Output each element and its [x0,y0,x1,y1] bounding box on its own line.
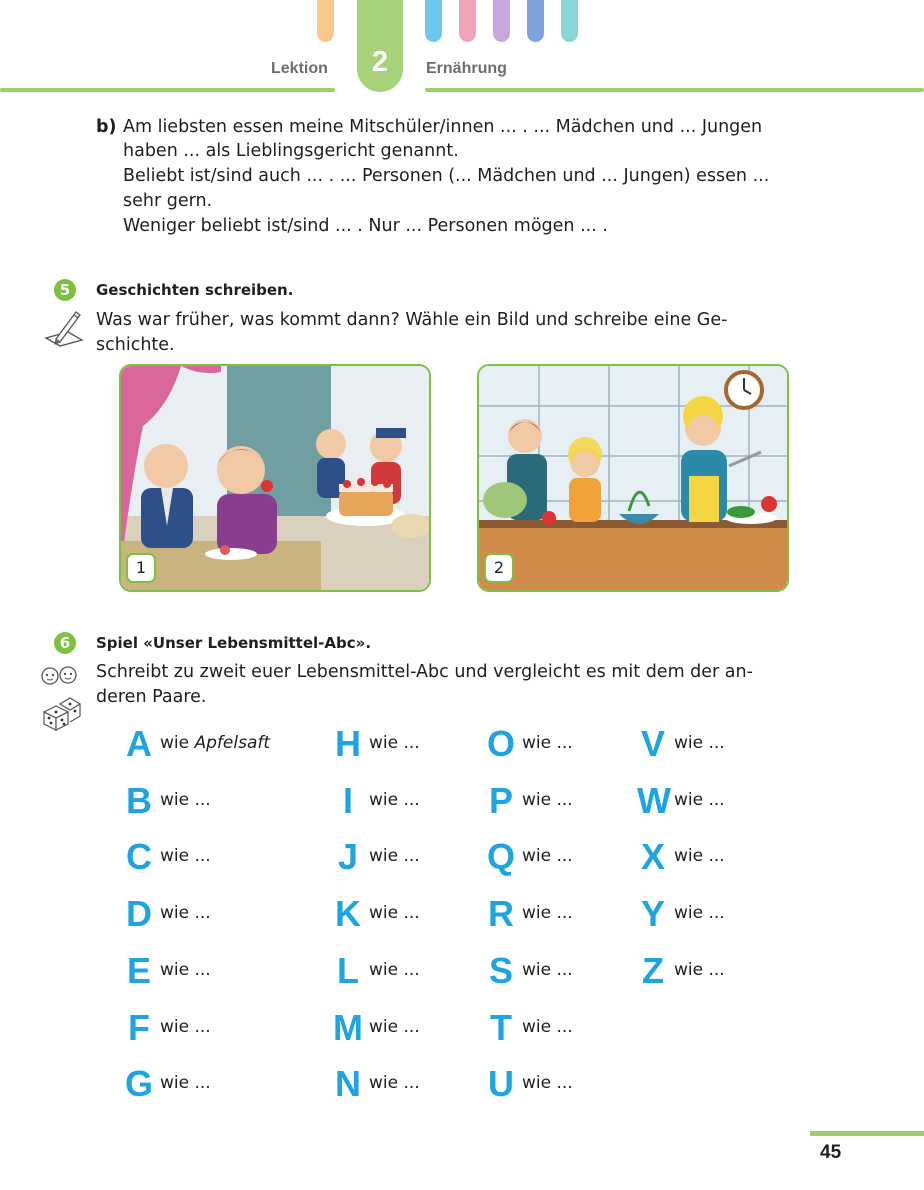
abc-placeholder-text: wie ... [369,1016,420,1037]
chapter-number: 2 [371,46,389,78]
abc-letter: E [126,949,151,991]
abc-item-10 [332,894,492,934]
dice-icon [42,696,82,732]
abc-placeholder-text: wie ... [522,903,573,924]
abc-placeholder-text: wie ... [160,846,211,867]
abc-letter: P [488,779,513,821]
abc-item-16 [485,837,645,877]
task-5-instruction-line-2: schichte. [96,335,175,355]
abc-placeholder-text: wie ... [369,903,420,924]
pair-work-icon [38,664,82,688]
abc-placeholder-text: wie ... [674,903,725,924]
abc-item-15 [485,781,645,821]
abc-item-13 [332,1064,492,1104]
tab-blue [425,0,442,42]
abc-placeholder-text: wie ... [160,959,211,980]
chapter-title: Ernährung [426,60,507,77]
task-6-number: 6 [54,632,76,654]
footer-line [810,1131,924,1136]
abc-letter: I [342,779,353,821]
task-5-instruction-line-1: Was war früher, was kommt dann? Wähle ein Bild und schreibe eine Ge- [96,310,728,330]
abc-letter: T [490,1006,512,1048]
abc-placeholder-text: wie ... [369,789,420,810]
abc-letter: V [640,723,665,764]
part-b-line-1: Am liebsten essen meine Mitschüler/innen ... . ... Mädchen und ... Jungen [123,117,763,137]
abc-item-21 [637,724,797,764]
abc-letter: M [333,1006,363,1048]
picture-1-family-dinner [119,364,431,592]
abc-item-9 [332,837,492,877]
task-6-instruction-line-1: Schreibt zu zweit euer Lebensmittel-Abc und vergleicht es mit dem der an- [96,662,753,682]
abc-item-12 [332,1008,492,1048]
task-6-title: Spiel «Unser Lebensmittel-Abc». [96,634,372,652]
abc-item-20 [485,1064,645,1104]
page-number: 45 [820,1142,842,1163]
abc-placeholder-text: wie ... [369,1073,420,1094]
picture-2-label: 2 [484,553,514,583]
abc-letter: A [126,723,152,764]
abc-letter: Z [642,949,664,991]
tab-purple [493,0,510,42]
abc-letter: W [637,779,671,821]
task-5-number: 5 [54,279,76,301]
picture-1-label: 1 [126,553,156,583]
abc-placeholder-text: wie ... [522,1073,573,1094]
abc-item-5 [123,1008,283,1048]
abc-letter: O [486,723,515,764]
tab-periwinkle [527,0,544,42]
tab-orange [317,0,334,42]
picture-2-family-kitchen [477,364,789,592]
task-6-instruction-line-2: deren Paare. [96,687,207,707]
abc-item-3 [123,894,283,934]
header-color-tabs [0,0,924,45]
abc-placeholder-text: wie ... [674,959,725,980]
abc-item-7 [332,724,492,764]
task-5-title: Geschichten schreiben. [96,281,294,299]
abc-item-24 [637,894,797,934]
abc-placeholder-text: wie ... [522,959,573,980]
tab-pink [459,0,476,42]
abc-item-0 [123,724,283,764]
abc-item-4 [123,951,283,991]
abc-placeholder-text: wie ... [674,789,725,810]
family-dinner-illustration [121,366,429,590]
abc-letter: N [335,1063,361,1105]
part-b-line-2: haben ... als Lieblingsgericht genannt. [123,141,459,161]
abc-letter: J [337,836,359,878]
writing-pencil-icon [42,306,86,350]
abc-letter: Y [640,893,665,935]
abc-example-wie: wie [160,733,190,753]
abc-item-8 [332,781,492,821]
abc-example-text [160,732,270,754]
abc-example-word: Apfelsaft [194,733,271,753]
abc-item-6 [123,1064,283,1104]
abc-letter: R [488,893,514,935]
abc-letter: L [337,949,359,991]
lektion-label: Lektion [271,60,328,77]
abc-placeholder-text: wie ... [522,846,573,867]
abc-placeholder-text: wie ... [369,846,420,867]
abc-letter: D [126,893,152,935]
abc-item-22 [637,781,797,821]
abc-placeholder-text: wie ... [369,733,420,753]
abc-item-17 [485,894,645,934]
header-line-left [0,88,335,92]
header-line-right [425,88,924,92]
abc-placeholder-text: wie ... [160,789,211,810]
abc-letter: G [124,1063,153,1105]
abc-placeholder-text: wie ... [674,733,725,753]
part-b-line-3: Beliebt ist/sind auch ... . ... Personen (... Mädchen und ... Jungen) essen ... [123,166,770,186]
abc-placeholder-text: wie ... [522,789,573,810]
abc-letter: X [640,836,665,878]
abc-letter: Q [486,836,515,878]
abc-letter: C [126,836,152,878]
abc-letter: H [335,723,361,764]
family-kitchen-illustration [479,366,787,590]
abc-placeholder-text: wie ... [674,846,725,867]
abc-item-1 [123,781,283,821]
abc-item-18 [485,951,645,991]
part-b-line-4: sehr gern. [123,191,213,211]
abc-placeholder-text: wie ... [369,959,420,980]
abc-placeholder-text: wie ... [522,733,573,753]
abc-placeholder-text: wie ... [522,1016,573,1037]
abc-item-11 [332,951,492,991]
abc-letter: U [488,1063,514,1105]
abc-item-25 [637,951,797,991]
abc-placeholder-text: wie ... [160,1073,211,1094]
abc-placeholder-text: wie ... [160,1016,211,1037]
abc-item-14 [485,724,645,764]
abc-letter: B [126,779,152,821]
tab-teal [561,0,578,42]
abc-item-2 [123,837,283,877]
abc-letter: S [488,949,513,991]
abc-placeholder-text: wie ... [160,903,211,924]
part-b-line-5: Weniger beliebt ist/sind ... . Nur ... Personen mögen ... . [123,216,608,236]
part-b-label: b) [96,117,117,137]
abc-item-23 [637,837,797,877]
abc-item-19 [485,1008,645,1048]
abc-letter: F [128,1006,150,1048]
abc-letter: K [335,893,361,935]
